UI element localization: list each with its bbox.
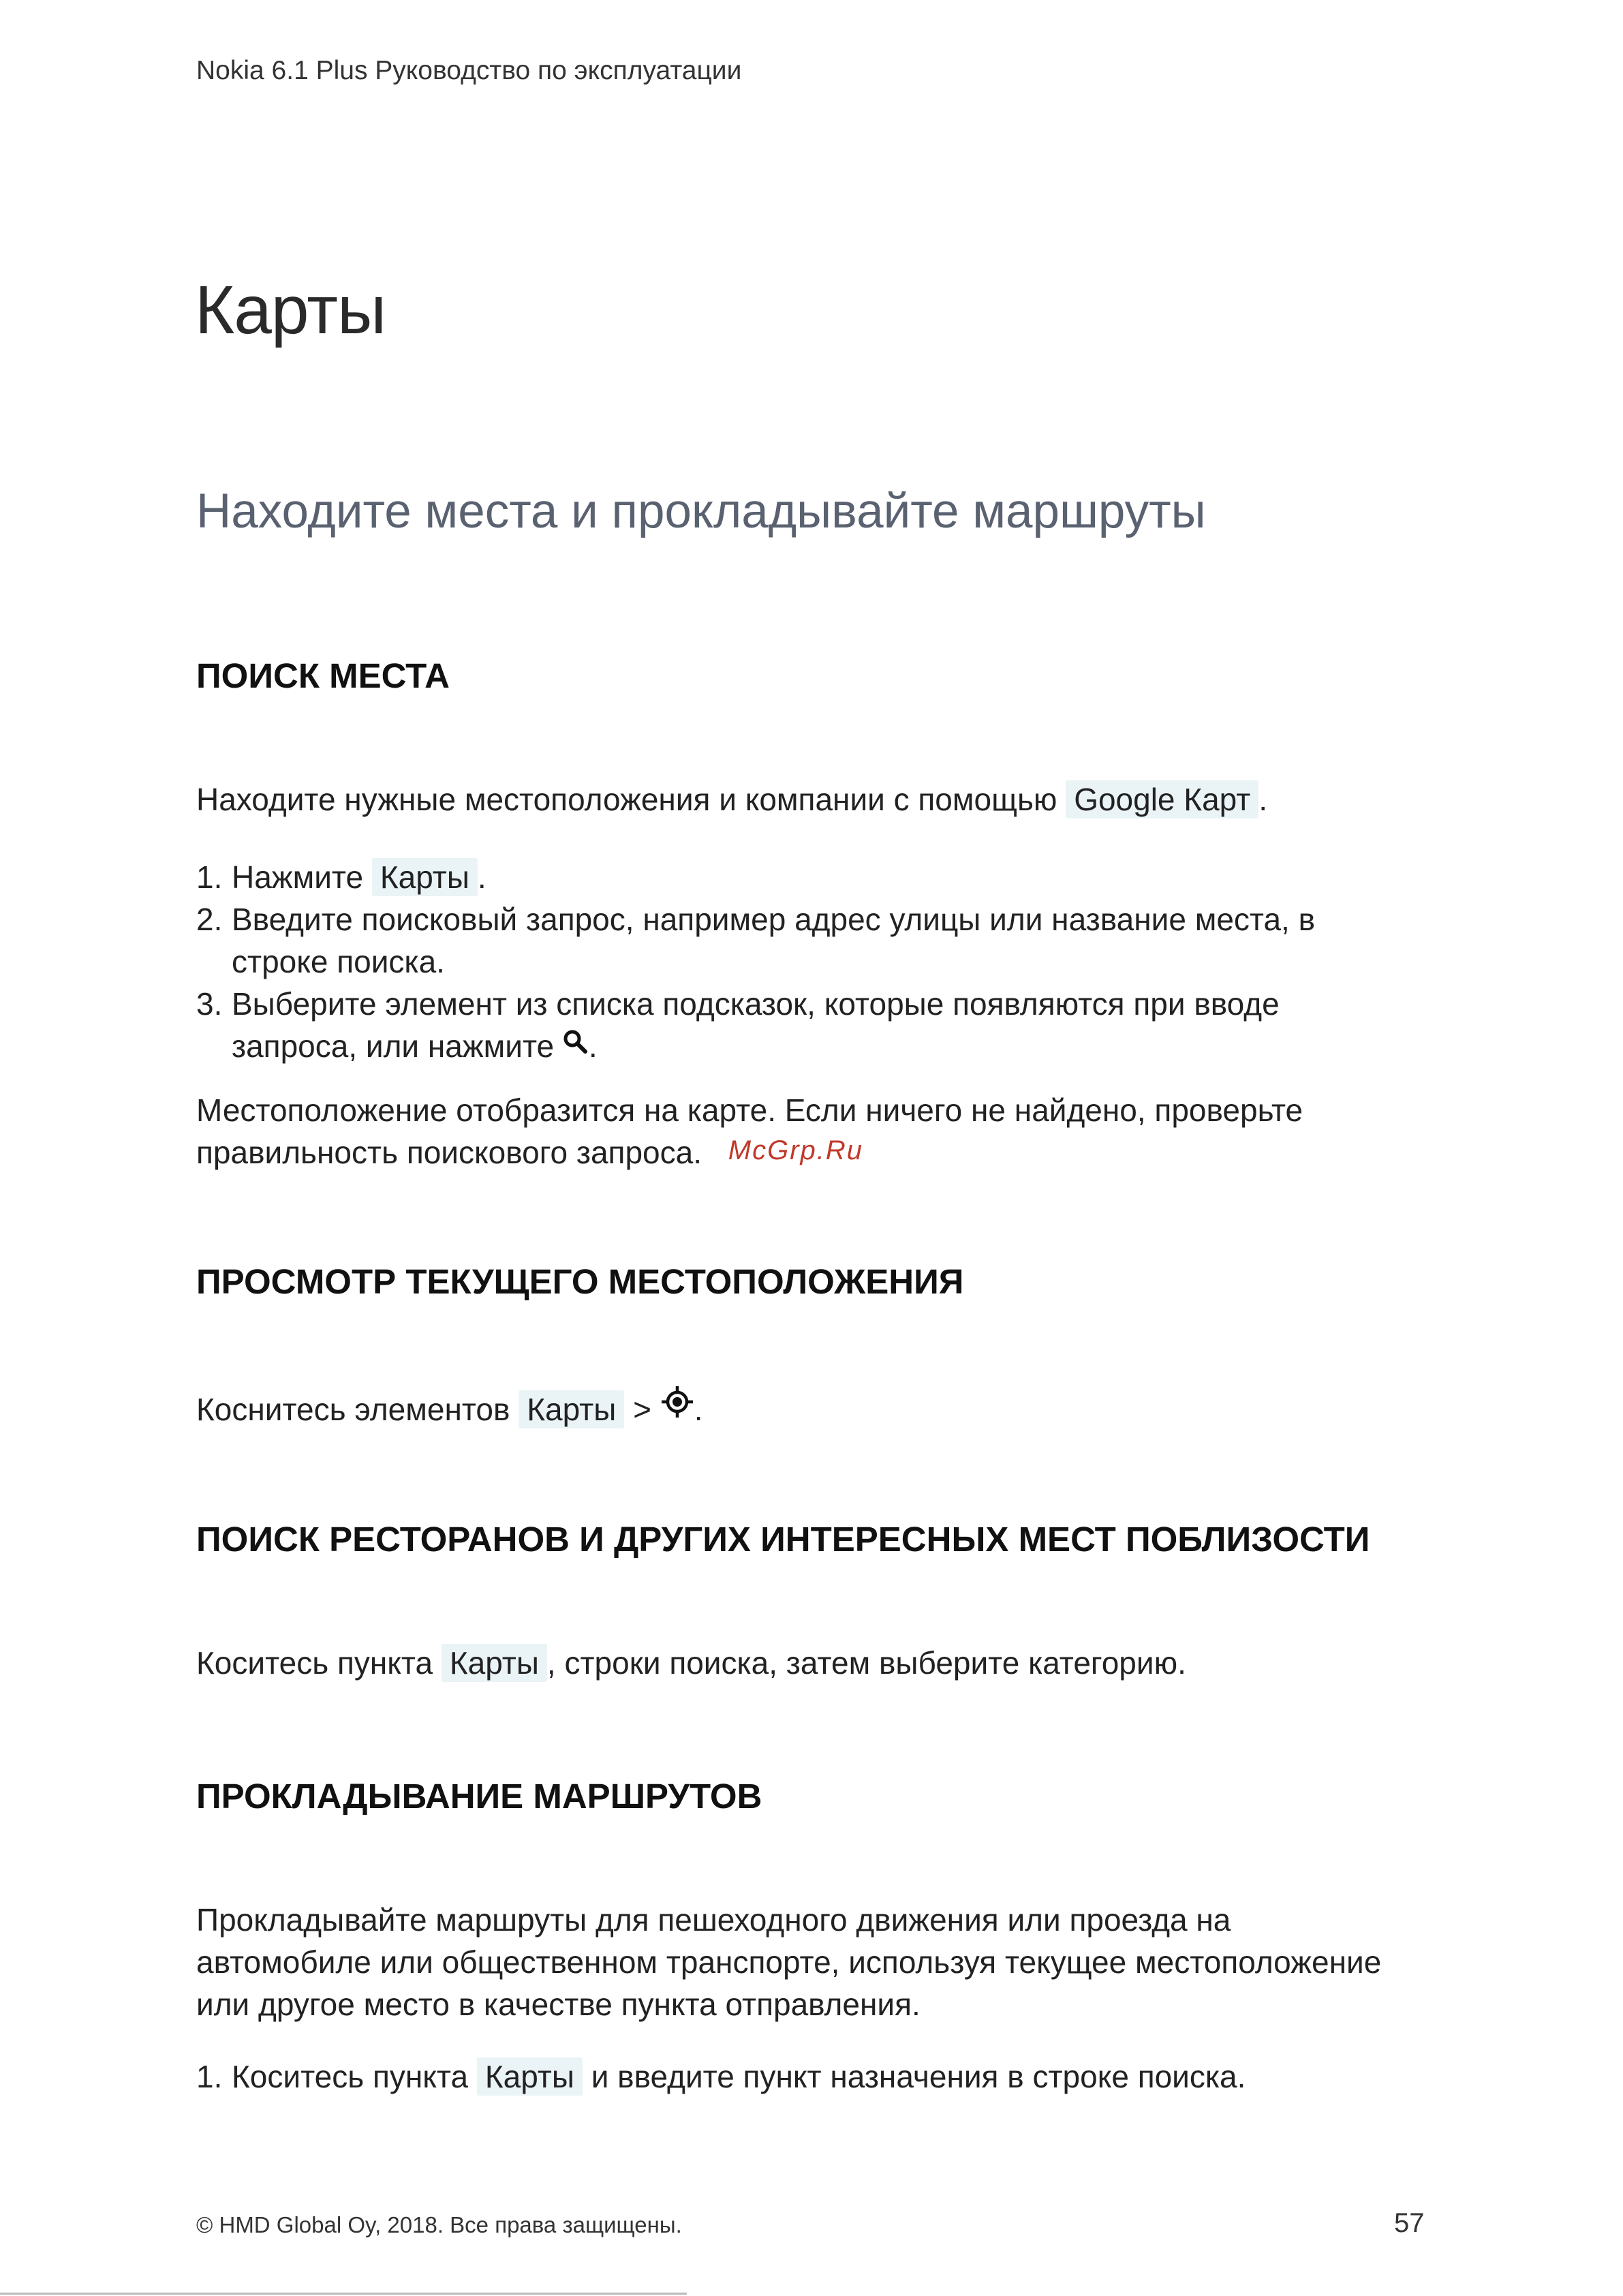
step-text: Введите поисковый запрос, например адрес улицы или название места, в	[232, 902, 1316, 937]
list-item	[196, 898, 1315, 983]
app-name-google-maps: Google Карт	[1066, 780, 1258, 818]
routes-steps	[196, 2055, 1246, 2098]
step-text: Коситесь пункта	[232, 2059, 469, 2094]
app-name-maps: Карты	[477, 2057, 583, 2096]
list-item	[196, 983, 1315, 1070]
intro-text: Находите нужные местоположения и компании с помощью	[196, 782, 1057, 817]
current-location-prefix: Коснитесь элементов	[196, 1392, 510, 1427]
heading-current-location: ПРОСМОТР ТЕКУЩЕГО МЕСТОПОЛОЖЕНИЯ	[196, 1262, 964, 1301]
nearby-prefix: Коситесь пункта	[196, 1645, 433, 1681]
find-place-result	[196, 1089, 1303, 1176]
step-number: 1.	[196, 2059, 223, 2094]
section-title: Находите места и прокладывайте маршруты	[196, 485, 1206, 538]
heading-find-place: ПОИСК МЕСТА	[196, 656, 450, 695]
search-icon	[563, 1028, 589, 1070]
heading-routes: ПРОКЛАДЫВАНИЕ МАРШРУТОВ	[196, 1777, 762, 1816]
current-location-suffix: .	[694, 1392, 703, 1427]
result-line-2	[196, 1131, 1303, 1176]
page-number: 57	[1394, 2208, 1425, 2238]
app-name-maps: Карты	[519, 1390, 624, 1428]
step-suffix: .	[588, 1028, 598, 1064]
list-item	[196, 2055, 1246, 2098]
routes-line-3: или другое место в качестве пункта отправления.	[196, 1987, 921, 2022]
routes-line-2: автомобиле или общественном транспорте, используя текущее местоположение	[196, 1944, 1382, 1980]
step-text: Нажмите	[232, 859, 364, 895]
nearby-text	[196, 1642, 1186, 1684]
step-suffix: и введите пункт назначения в строке поиска.	[591, 2059, 1246, 2094]
step-suffix: .	[477, 859, 486, 895]
running-header: Nokia 6.1 Plus Руководство по эксплуатации	[196, 56, 742, 85]
result-text: правильность поискового запроса.	[196, 1135, 702, 1170]
my-location-icon	[660, 1385, 694, 1429]
step-text-prefix: запроса, или нажмите	[232, 1028, 555, 1064]
bottom-divider	[0, 2293, 687, 2295]
app-name-maps: Карты	[442, 1644, 547, 1682]
current-location-text	[196, 1385, 703, 1430]
nearby-suffix: , строки поиска, затем выберите категорию.	[546, 1645, 1186, 1681]
step-text-cont	[232, 1025, 1315, 1070]
routes-line-1: Прокладывайте маршруты для пешеходного движения или проезда на	[196, 1902, 1231, 1938]
step-number: 3.	[196, 986, 223, 1022]
watermark: McGrp.Ru	[728, 1135, 864, 1165]
list-item	[196, 856, 1315, 898]
step-number: 2.	[196, 902, 223, 937]
footer-copyright: © HMD Global Oy, 2018. Все права защищены.	[196, 2212, 682, 2237]
step-text-cont: строке поиска.	[232, 944, 445, 979]
find-place-steps	[196, 856, 1315, 1070]
heading-nearby: ПОИСК РЕСТОРАНОВ И ДРУГИХ ИНТЕРЕСНЫХ МЕСТ ПОБЛИЗОСТИ	[196, 1520, 1370, 1559]
step-number: 1.	[196, 859, 223, 895]
routes-paragraph	[196, 1899, 1381, 2025]
path-separator: >	[633, 1392, 651, 1427]
find-place-intro	[196, 778, 1267, 821]
step-text: Выберите элемент из списка подсказок, которые появляются при вводе	[232, 986, 1280, 1022]
chapter-title: Карты	[195, 272, 386, 348]
app-name-maps: Карты	[372, 858, 478, 896]
result-line-1: Местоположение отобразится на карте. Если ничего не найдено, проверьте	[196, 1092, 1303, 1128]
intro-suffix: .	[1258, 782, 1268, 817]
